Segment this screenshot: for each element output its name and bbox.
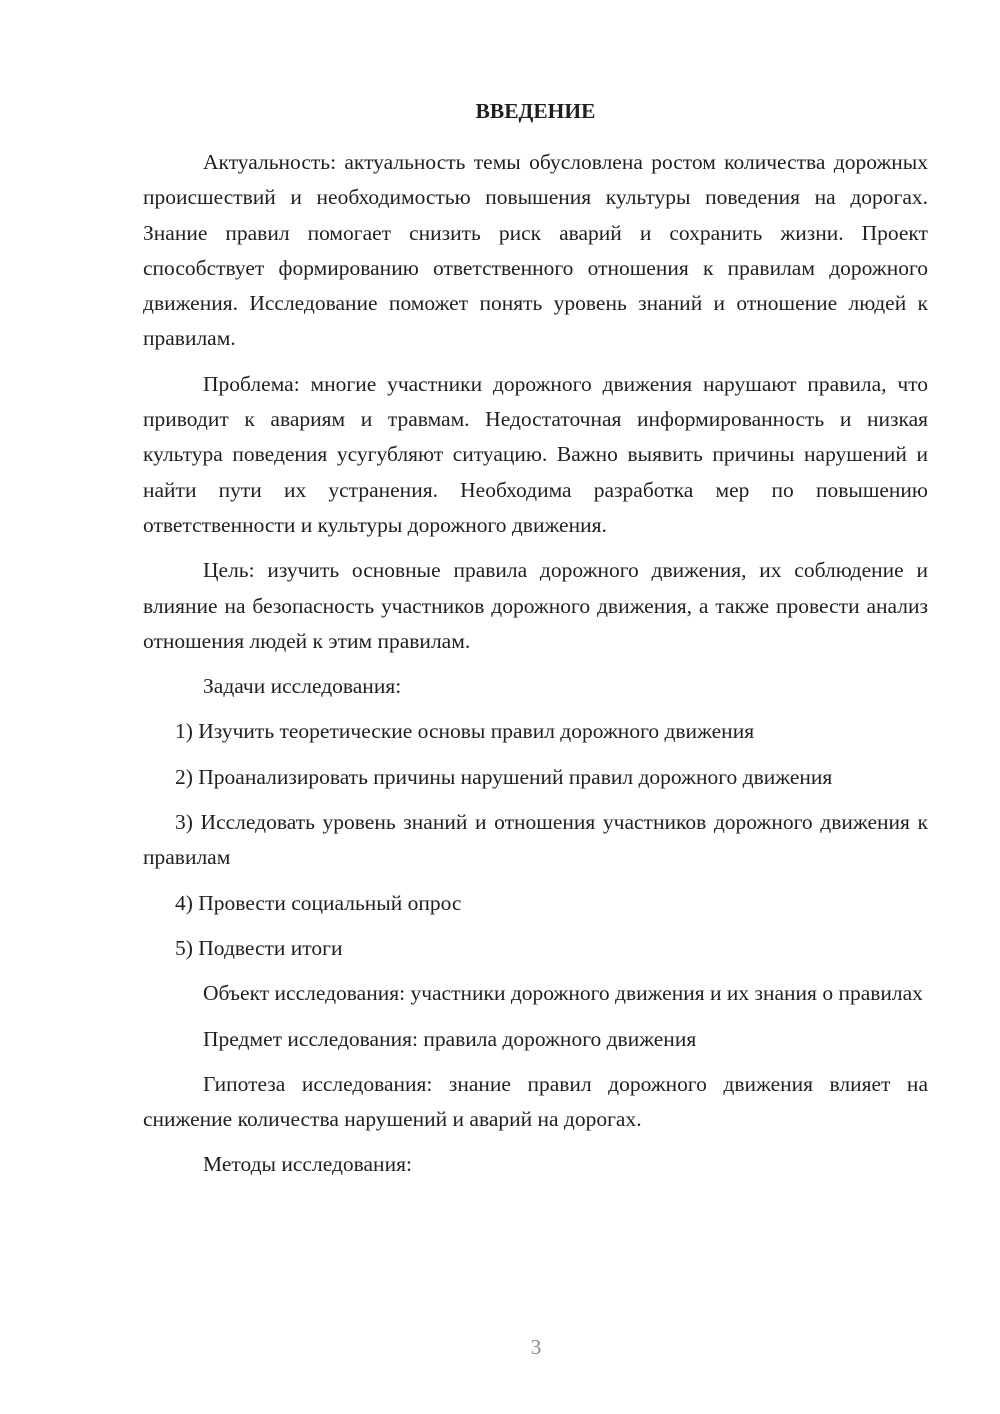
page-content bbox=[143, 94, 928, 1183]
object-paragraph: Объект исследования: участники дорожного движения и их знания о правилах bbox=[203, 981, 923, 1006]
methods-paragraph: Методы исследования: bbox=[203, 1152, 412, 1177]
problem-paragraph: Проблема: многие участники дорожного движения нарушают правила, что приводит к авариям и травмам. Недостаточная информированность и низкая культура поведения усугубляют ситуацию. Важно выявить причины нарушений и найти пути их устранения. Необходима разработка мер по повышению ответственности и культуры дорожного движения. bbox=[143, 371, 928, 537]
relevance-paragraph: Актуальность: актуальность темы обусловлена ростом количества дорожных происшествий и необходимостью повышения культуры поведения на дорогах. Знание правил помогает снизить риск аварий и сохранить жизни. Проект способствует формированию ответственного отношения к правилам дорожного движения. Исследование поможет понять уровень знаний и отношение людей к правилам. bbox=[143, 150, 928, 351]
task-item: 3) Исследовать уровень знаний и отношения участников дорожного движения к правилам bbox=[143, 810, 928, 870]
goal-paragraph: Цель: изучить основные правила дорожного движения, их соблюдение и влияние на безопасность участников дорожного движения, а также провести анализ отношения людей к этим правилам. bbox=[143, 558, 928, 653]
subject-paragraph: Предмет исследования: правила дорожного движения bbox=[203, 1026, 697, 1051]
task-item: 4) Провести социальный опрос bbox=[175, 890, 462, 915]
page-number: 3 bbox=[530, 1335, 542, 1359]
task-item: 2) Проанализировать причины нарушений правил дорожного движения bbox=[175, 764, 833, 789]
page-title: ВВЕДЕНИЕ bbox=[475, 99, 596, 123]
task-item: 5) Подвести итоги bbox=[175, 935, 343, 960]
task-item: 1) Изучить теоретические основы правил дорожного движения bbox=[175, 719, 755, 744]
hypothesis-paragraph: Гипотеза исследования: знание правил дорожного движения влияет на снижение количества нарушений и аварий на дорогах. bbox=[143, 1071, 928, 1132]
tasks-heading: Задачи исследования: bbox=[203, 674, 402, 699]
